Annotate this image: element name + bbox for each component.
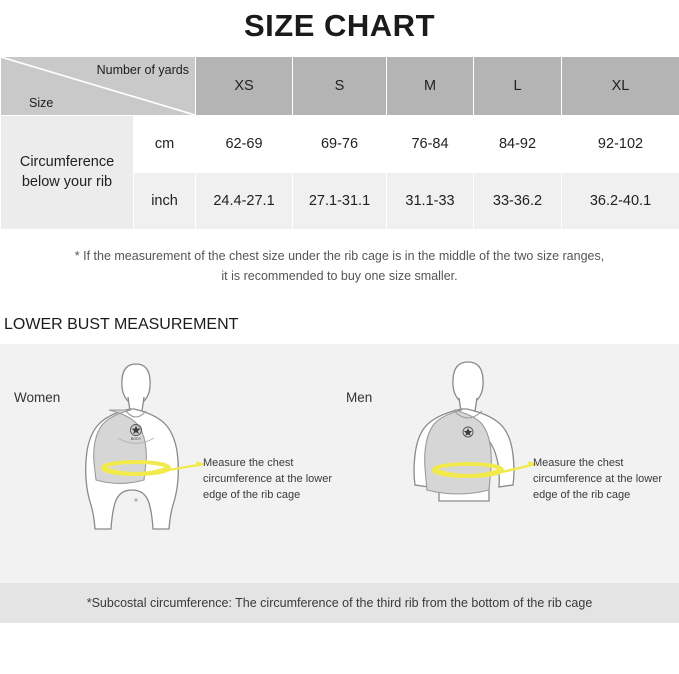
svg-text:BODY: BODY [130, 437, 142, 441]
size-header-m: M [387, 57, 474, 116]
unit-cell-inch: inch [134, 173, 196, 230]
page-title: SIZE CHART [244, 8, 435, 43]
cell-inch-s: 27.1-31.1 [293, 173, 387, 230]
row-label-circumference: Circumference below your rib [1, 116, 134, 230]
cell-cm-xl: 92-102 [562, 116, 679, 173]
table-row-cm [1, 116, 679, 173]
cell-cm-xs: 62-69 [196, 116, 293, 173]
table-corner-cell [1, 57, 196, 116]
size-header-xl: XL [562, 57, 679, 116]
corner-label-size: Size [29, 96, 54, 110]
unit-cell-cm: cm [134, 116, 196, 173]
women-illustration [8, 352, 338, 552]
cell-inch-l: 33-36.2 [474, 173, 562, 230]
men-callout-text: Measure the chest circumference at the lower edge of the rib cage [533, 457, 662, 501]
size-table-container [0, 56, 679, 230]
cell-cm-l: 84-92 [474, 116, 562, 173]
table-header-row [1, 57, 679, 116]
size-header-l: L [474, 57, 562, 116]
men-illustration [340, 352, 670, 552]
size-note: * If the measurement of the chest size under the rib cage is in the middle of the two size ranges, it is recommended to buy one size smaller. [74, 249, 605, 283]
panel-footer-note: *Subcostal circumference: The circumference of the third rib from the bottom of the rib cage [0, 583, 679, 623]
women-label: Women [14, 390, 61, 405]
cell-cm-m: 76-84 [387, 116, 474, 173]
size-header-s: S [293, 57, 387, 116]
men-label: Men [346, 390, 373, 405]
women-callout-text: Measure the chest circumference at the lower edge of the rib cage [203, 457, 332, 501]
illustration-panel [0, 344, 679, 623]
cell-inch-m: 31.1-33 [387, 173, 474, 230]
cell-inch-xl: 36.2-40.1 [562, 173, 679, 230]
corner-label-yards: Number of yards [96, 63, 189, 77]
size-table [0, 56, 679, 230]
size-header-xs: XS [196, 57, 293, 116]
cell-cm-s: 69-76 [293, 116, 387, 173]
cell-inch-xs: 24.4-27.1 [196, 173, 293, 230]
section-heading-lower-bust: LOWER BUST MEASUREMENT [4, 316, 239, 333]
